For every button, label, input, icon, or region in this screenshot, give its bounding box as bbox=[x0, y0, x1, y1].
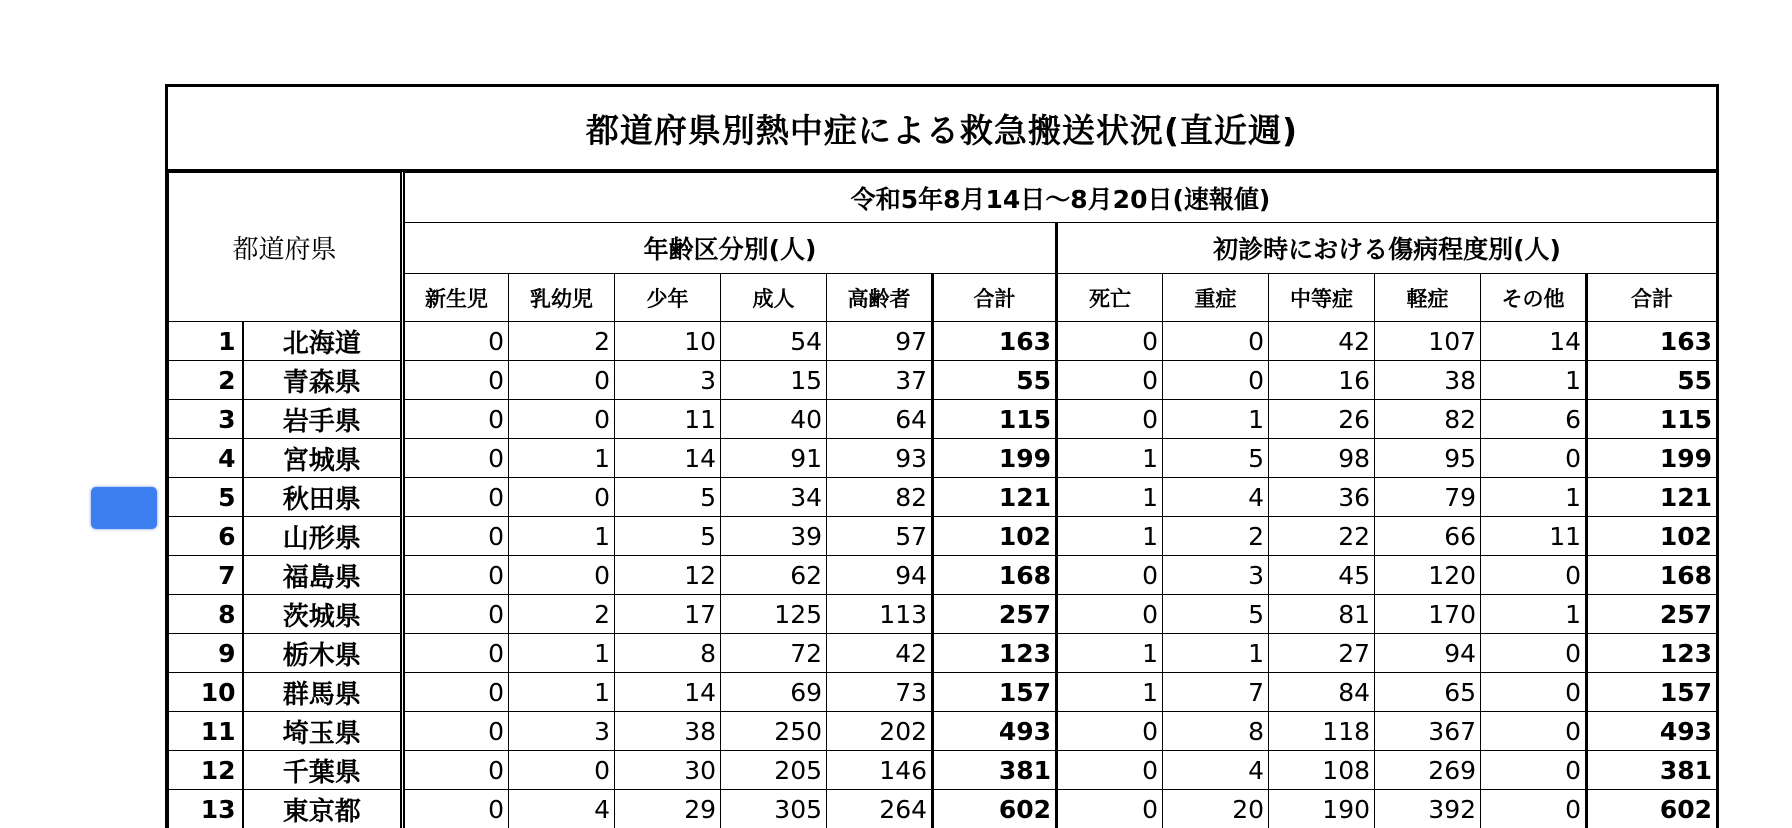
severity-value-cell: 20 bbox=[1163, 790, 1269, 828]
column-header: 高齢者 bbox=[827, 274, 933, 322]
age-value-cell: 0 bbox=[403, 634, 509, 673]
severity-value-cell: 107 bbox=[1375, 322, 1481, 361]
age-total-cell: 115 bbox=[933, 400, 1057, 439]
severity-value-cell: 65 bbox=[1375, 673, 1481, 712]
age-value-cell: 0 bbox=[403, 556, 509, 595]
age-value-cell: 1 bbox=[509, 673, 615, 712]
table-row bbox=[169, 790, 1717, 828]
age-value-cell: 1 bbox=[509, 517, 615, 556]
prefecture-name: 秋田県 bbox=[243, 478, 403, 517]
age-value-cell: 10 bbox=[615, 322, 721, 361]
severity-value-cell: 5 bbox=[1163, 595, 1269, 634]
age-value-cell: 42 bbox=[827, 634, 933, 673]
prefecture-name: 福島県 bbox=[243, 556, 403, 595]
heatstroke-table bbox=[168, 172, 1717, 828]
age-total-cell: 381 bbox=[933, 751, 1057, 790]
severity-value-cell: 1 bbox=[1057, 478, 1163, 517]
prefecture-name: 岩手県 bbox=[243, 400, 403, 439]
age-value-cell: 1 bbox=[509, 634, 615, 673]
age-value-cell: 73 bbox=[827, 673, 933, 712]
severity-value-cell: 118 bbox=[1269, 712, 1375, 751]
table-row bbox=[169, 322, 1717, 361]
severity-value-cell: 1 bbox=[1163, 400, 1269, 439]
severity-value-cell: 45 bbox=[1269, 556, 1375, 595]
severity-value-cell: 6 bbox=[1481, 400, 1587, 439]
age-value-cell: 29 bbox=[615, 790, 721, 828]
severity-value-cell: 0 bbox=[1481, 634, 1587, 673]
severity-group-header: 初診時における傷病程度別(人) bbox=[1057, 223, 1717, 274]
column-header: 新生児 bbox=[403, 274, 509, 322]
report-title: 都道府県別熱中症による救急搬送状況(直近週) bbox=[168, 87, 1716, 172]
column-header: 死亡 bbox=[1057, 274, 1163, 322]
table-row bbox=[169, 478, 1717, 517]
table-row bbox=[169, 556, 1717, 595]
table-row bbox=[169, 712, 1717, 751]
prefecture-name: 埼玉県 bbox=[243, 712, 403, 751]
severity-value-cell: 170 bbox=[1375, 595, 1481, 634]
severity-value-cell: 0 bbox=[1163, 322, 1269, 361]
period-header: 令和5年8月14日～8月20日(速報値) bbox=[403, 173, 1717, 223]
severity-value-cell: 0 bbox=[1057, 361, 1163, 400]
severity-value-cell: 94 bbox=[1375, 634, 1481, 673]
prefecture-name: 北海道 bbox=[243, 322, 403, 361]
blue-highlight-marker bbox=[91, 487, 157, 529]
age-value-cell: 0 bbox=[403, 595, 509, 634]
age-value-cell: 1 bbox=[509, 439, 615, 478]
age-value-cell: 15 bbox=[721, 361, 827, 400]
severity-total-cell: 121 bbox=[1587, 478, 1717, 517]
severity-value-cell: 98 bbox=[1269, 439, 1375, 478]
age-total-cell: 199 bbox=[933, 439, 1057, 478]
severity-value-cell: 269 bbox=[1375, 751, 1481, 790]
row-number: 6 bbox=[169, 517, 243, 556]
age-value-cell: 38 bbox=[615, 712, 721, 751]
severity-value-cell: 7 bbox=[1163, 673, 1269, 712]
age-value-cell: 40 bbox=[721, 400, 827, 439]
age-value-cell: 305 bbox=[721, 790, 827, 828]
severity-value-cell: 4 bbox=[1163, 751, 1269, 790]
severity-value-cell: 79 bbox=[1375, 478, 1481, 517]
age-value-cell: 11 bbox=[615, 400, 721, 439]
severity-total-cell: 115 bbox=[1587, 400, 1717, 439]
severity-value-cell: 367 bbox=[1375, 712, 1481, 751]
severity-value-cell: 1 bbox=[1057, 517, 1163, 556]
age-value-cell: 0 bbox=[403, 439, 509, 478]
severity-value-cell: 0 bbox=[1481, 556, 1587, 595]
table-row bbox=[169, 361, 1717, 400]
severity-total-cell: 163 bbox=[1587, 322, 1717, 361]
row-number: 10 bbox=[169, 673, 243, 712]
age-value-cell: 0 bbox=[509, 751, 615, 790]
prefecture-name: 山形県 bbox=[243, 517, 403, 556]
severity-value-cell: 1 bbox=[1163, 634, 1269, 673]
age-value-cell: 14 bbox=[615, 439, 721, 478]
age-value-cell: 69 bbox=[721, 673, 827, 712]
table-body bbox=[169, 322, 1717, 828]
severity-value-cell: 11 bbox=[1481, 517, 1587, 556]
column-header: 重症 bbox=[1163, 274, 1269, 322]
age-total-cell: 163 bbox=[933, 322, 1057, 361]
prefecture-name: 千葉県 bbox=[243, 751, 403, 790]
age-total-cell: 493 bbox=[933, 712, 1057, 751]
severity-value-cell: 0 bbox=[1481, 712, 1587, 751]
age-value-cell: 0 bbox=[403, 673, 509, 712]
age-value-cell: 91 bbox=[721, 439, 827, 478]
age-value-cell: 3 bbox=[509, 712, 615, 751]
prefecture-name: 東京都 bbox=[243, 790, 403, 828]
severity-value-cell: 2 bbox=[1163, 517, 1269, 556]
age-value-cell: 54 bbox=[721, 322, 827, 361]
severity-value-cell: 38 bbox=[1375, 361, 1481, 400]
column-header: 合計 bbox=[933, 274, 1057, 322]
age-value-cell: 0 bbox=[403, 400, 509, 439]
severity-value-cell: 0 bbox=[1057, 556, 1163, 595]
age-value-cell: 93 bbox=[827, 439, 933, 478]
row-number: 4 bbox=[169, 439, 243, 478]
column-header: 少年 bbox=[615, 274, 721, 322]
age-value-cell: 0 bbox=[509, 361, 615, 400]
age-total-cell: 257 bbox=[933, 595, 1057, 634]
age-value-cell: 0 bbox=[403, 751, 509, 790]
severity-value-cell: 120 bbox=[1375, 556, 1481, 595]
table-row bbox=[169, 400, 1717, 439]
age-value-cell: 14 bbox=[615, 673, 721, 712]
row-number: 7 bbox=[169, 556, 243, 595]
age-total-cell: 157 bbox=[933, 673, 1057, 712]
severity-value-cell: 95 bbox=[1375, 439, 1481, 478]
table-row bbox=[169, 517, 1717, 556]
severity-value-cell: 81 bbox=[1269, 595, 1375, 634]
severity-value-cell: 0 bbox=[1057, 595, 1163, 634]
severity-value-cell: 36 bbox=[1269, 478, 1375, 517]
age-value-cell: 57 bbox=[827, 517, 933, 556]
age-value-cell: 2 bbox=[509, 322, 615, 361]
severity-value-cell: 392 bbox=[1375, 790, 1481, 828]
severity-total-cell: 102 bbox=[1587, 517, 1717, 556]
table-row bbox=[169, 673, 1717, 712]
age-value-cell: 97 bbox=[827, 322, 933, 361]
severity-value-cell: 26 bbox=[1269, 400, 1375, 439]
row-number: 3 bbox=[169, 400, 243, 439]
age-value-cell: 82 bbox=[827, 478, 933, 517]
age-total-cell: 102 bbox=[933, 517, 1057, 556]
severity-value-cell: 5 bbox=[1163, 439, 1269, 478]
severity-total-cell: 157 bbox=[1587, 673, 1717, 712]
prefecture-name: 青森県 bbox=[243, 361, 403, 400]
severity-value-cell: 0 bbox=[1057, 790, 1163, 828]
severity-value-cell: 108 bbox=[1269, 751, 1375, 790]
table-row bbox=[169, 751, 1717, 790]
row-number: 8 bbox=[169, 595, 243, 634]
column-header: 中等症 bbox=[1269, 274, 1375, 322]
severity-value-cell: 0 bbox=[1057, 400, 1163, 439]
severity-value-cell: 0 bbox=[1057, 751, 1163, 790]
age-value-cell: 39 bbox=[721, 517, 827, 556]
severity-value-cell: 16 bbox=[1269, 361, 1375, 400]
prefecture-header: 都道府県 bbox=[169, 173, 403, 322]
severity-value-cell: 0 bbox=[1481, 790, 1587, 828]
age-value-cell: 0 bbox=[403, 361, 509, 400]
severity-total-cell: 493 bbox=[1587, 712, 1717, 751]
age-value-cell: 0 bbox=[509, 478, 615, 517]
age-value-cell: 0 bbox=[509, 556, 615, 595]
column-header: その他 bbox=[1481, 274, 1587, 322]
severity-value-cell: 1 bbox=[1481, 478, 1587, 517]
column-header: 合計 bbox=[1587, 274, 1717, 322]
age-value-cell: 30 bbox=[615, 751, 721, 790]
severity-value-cell: 1 bbox=[1057, 673, 1163, 712]
severity-value-cell: 1 bbox=[1481, 595, 1587, 634]
severity-value-cell: 27 bbox=[1269, 634, 1375, 673]
report-sheet bbox=[165, 84, 1719, 828]
severity-total-cell: 381 bbox=[1587, 751, 1717, 790]
age-value-cell: 8 bbox=[615, 634, 721, 673]
severity-value-cell: 66 bbox=[1375, 517, 1481, 556]
row-number: 9 bbox=[169, 634, 243, 673]
age-value-cell: 37 bbox=[827, 361, 933, 400]
age-value-cell: 4 bbox=[509, 790, 615, 828]
age-value-cell: 0 bbox=[403, 517, 509, 556]
column-header: 成人 bbox=[721, 274, 827, 322]
severity-value-cell: 1 bbox=[1057, 439, 1163, 478]
age-total-cell: 121 bbox=[933, 478, 1057, 517]
severity-value-cell: 4 bbox=[1163, 478, 1269, 517]
severity-value-cell: 14 bbox=[1481, 322, 1587, 361]
age-value-cell: 205 bbox=[721, 751, 827, 790]
column-header: 軽症 bbox=[1375, 274, 1481, 322]
row-number: 12 bbox=[169, 751, 243, 790]
severity-total-cell: 199 bbox=[1587, 439, 1717, 478]
age-value-cell: 0 bbox=[509, 400, 615, 439]
age-total-cell: 123 bbox=[933, 634, 1057, 673]
age-value-cell: 0 bbox=[403, 478, 509, 517]
age-total-cell: 168 bbox=[933, 556, 1057, 595]
age-value-cell: 264 bbox=[827, 790, 933, 828]
severity-total-cell: 602 bbox=[1587, 790, 1717, 828]
row-number: 13 bbox=[169, 790, 243, 828]
age-value-cell: 64 bbox=[827, 400, 933, 439]
prefecture-name: 茨城県 bbox=[243, 595, 403, 634]
severity-value-cell: 0 bbox=[1481, 439, 1587, 478]
age-value-cell: 5 bbox=[615, 478, 721, 517]
table-row bbox=[169, 634, 1717, 673]
severity-value-cell: 1 bbox=[1481, 361, 1587, 400]
table-row bbox=[169, 595, 1717, 634]
age-value-cell: 0 bbox=[403, 712, 509, 751]
age-value-cell: 94 bbox=[827, 556, 933, 595]
age-value-cell: 0 bbox=[403, 790, 509, 828]
prefecture-name: 群馬県 bbox=[243, 673, 403, 712]
row-number: 2 bbox=[169, 361, 243, 400]
severity-value-cell: 0 bbox=[1163, 361, 1269, 400]
age-value-cell: 2 bbox=[509, 595, 615, 634]
age-group-header: 年齢区分別(人) bbox=[403, 223, 1057, 274]
prefecture-name: 栃木県 bbox=[243, 634, 403, 673]
severity-value-cell: 0 bbox=[1057, 322, 1163, 361]
age-value-cell: 113 bbox=[827, 595, 933, 634]
severity-value-cell: 0 bbox=[1481, 673, 1587, 712]
severity-total-cell: 168 bbox=[1587, 556, 1717, 595]
row-number: 11 bbox=[169, 712, 243, 751]
age-value-cell: 72 bbox=[721, 634, 827, 673]
severity-value-cell: 8 bbox=[1163, 712, 1269, 751]
age-total-cell: 55 bbox=[933, 361, 1057, 400]
age-value-cell: 62 bbox=[721, 556, 827, 595]
severity-value-cell: 1 bbox=[1057, 634, 1163, 673]
severity-total-cell: 257 bbox=[1587, 595, 1717, 634]
severity-value-cell: 3 bbox=[1163, 556, 1269, 595]
age-value-cell: 250 bbox=[721, 712, 827, 751]
age-value-cell: 17 bbox=[615, 595, 721, 634]
row-number: 5 bbox=[169, 478, 243, 517]
age-value-cell: 5 bbox=[615, 517, 721, 556]
age-value-cell: 34 bbox=[721, 478, 827, 517]
table-row bbox=[169, 439, 1717, 478]
age-value-cell: 12 bbox=[615, 556, 721, 595]
row-number: 1 bbox=[169, 322, 243, 361]
age-value-cell: 3 bbox=[615, 361, 721, 400]
age-value-cell: 146 bbox=[827, 751, 933, 790]
age-value-cell: 125 bbox=[721, 595, 827, 634]
column-header: 乳幼児 bbox=[509, 274, 615, 322]
age-value-cell: 0 bbox=[403, 322, 509, 361]
prefecture-name: 宮城県 bbox=[243, 439, 403, 478]
age-value-cell: 202 bbox=[827, 712, 933, 751]
severity-total-cell: 123 bbox=[1587, 634, 1717, 673]
age-total-cell: 602 bbox=[933, 790, 1057, 828]
severity-value-cell: 42 bbox=[1269, 322, 1375, 361]
severity-value-cell: 0 bbox=[1057, 712, 1163, 751]
severity-value-cell: 82 bbox=[1375, 400, 1481, 439]
severity-value-cell: 84 bbox=[1269, 673, 1375, 712]
severity-total-cell: 55 bbox=[1587, 361, 1717, 400]
severity-value-cell: 0 bbox=[1481, 751, 1587, 790]
severity-value-cell: 22 bbox=[1269, 517, 1375, 556]
severity-value-cell: 190 bbox=[1269, 790, 1375, 828]
